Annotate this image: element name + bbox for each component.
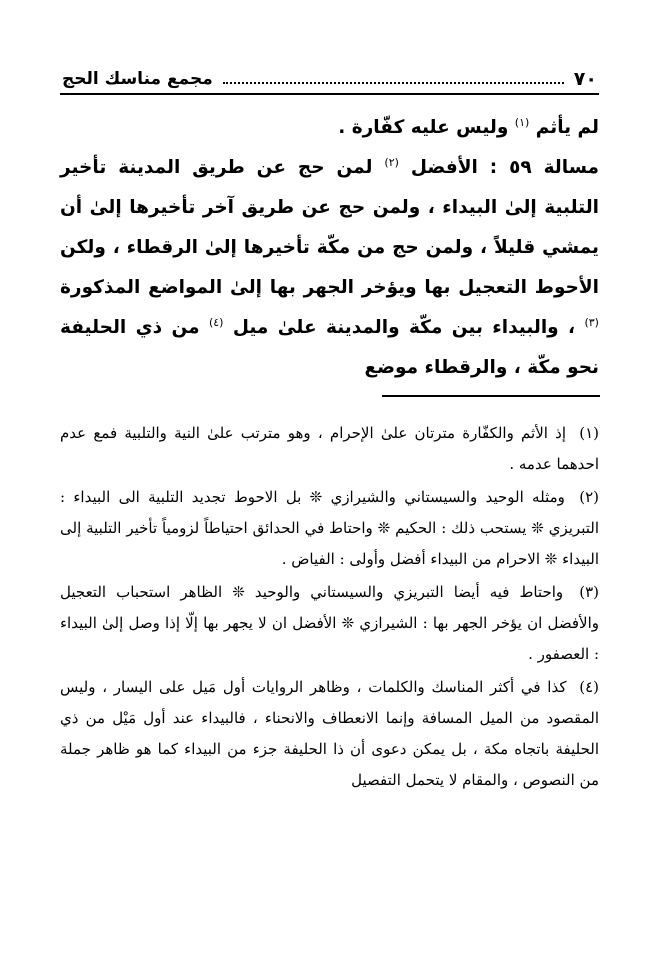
main-text (60, 108, 599, 388)
main-paragraph-2 (60, 148, 599, 388)
footnote-number: (٢) (579, 488, 599, 506)
footnote-ref-3: (٣) (584, 315, 599, 329)
issue-label: مسالة ٥٩ : (489, 157, 599, 178)
main-paragraph-1 (60, 108, 599, 148)
page-number: ٧٠ (573, 68, 597, 90)
footnote-number: (١) (579, 424, 599, 442)
footnote-text: واحتاط فيه أيضا التبريزي والسيستاني والوحيد ❊ الظاهر استحباب التعجيل والأفضل ان يؤخر الجهر بها : الشيرازي ❊ الأفضل ان لا يجهر بها إلّا إذا وصل إلىٰ البيداء : العصفور . (60, 583, 599, 663)
footnote-ref-2: (٢) (384, 155, 399, 169)
header-rule (60, 93, 599, 95)
issue-text-b: لمن حج عن طريق المدينة تأخير التلبية إلىٰ البيداء ، ولمن حج عن طريق آخر تأخيرها إلىٰ أن يمشي قليلاً ، ولمن حج من مكّة تأخيرها إلىٰ الرقطاء ، ولكن الأحوط التعجيل بها ويؤخر الجهر بها إلىٰ المواضع المذكورة (60, 157, 599, 298)
footnote-3 (60, 577, 599, 670)
main-line1: لم يأثم (535, 117, 599, 138)
footnote-divider (382, 395, 600, 397)
footnote-text: ومثله الوحيد والسيستاني والشيرازي ❊ بل الاحوط تجديد التلبية الى البيداء : التبريزي ❊ يستحب ذلك : الحكيم ❊ واحتاط في الحدائق احتياطاً لزومياً تأخير التلبية إلى البيداء ❊ الاحرام من البيداء أفضل وأولى : الفياض . (60, 488, 599, 568)
header-dots (223, 81, 564, 84)
main-line1-end: وليس عليه كفّارة . (338, 117, 509, 138)
footnote-number: (٤) (579, 678, 599, 696)
book-title: مجمع مناسك الحج (62, 69, 213, 89)
footnote-text: كذا في أكثر المناسك والكلمات ، وظاهر الروايات أول مَيل على اليسار ، وليس المقصود من الميل المسافة وإنما الانعطاف والانحناء ، فالبيداء عند أول مَيْل من ذي الحليفة باتجاه مكة ، بل يمكن دعوى أن ذا الحليفة جزء من البيداء كما هو ظاهر جملة من النصوص ، والمقام لا يتحمل التفصيل (60, 678, 599, 789)
footnote-4 (60, 672, 599, 796)
footnotes (60, 418, 599, 798)
footnote-number: (٣) (579, 583, 599, 601)
issue-text-a: الأفضل (410, 157, 478, 178)
footnote-text: إذ الأثم والكفّارة مترتان علىٰ الإحرام ، وهو مترتب علىٰ النية والتلبية فمع عدم احدهما عدمه . (60, 424, 599, 473)
page-header (62, 58, 597, 90)
footnote-ref-1: (١) (514, 115, 530, 129)
issue-text-d: من ذي الحليفة نحو مكّة ، والرقطاء موضع (60, 317, 599, 378)
issue-text-c: ، والبيداء بين مكّة والمدينة علىٰ ميل (232, 317, 576, 338)
footnote-ref-4: (٤) (208, 315, 224, 329)
footnote-1 (60, 418, 599, 480)
footnote-2 (60, 482, 599, 575)
